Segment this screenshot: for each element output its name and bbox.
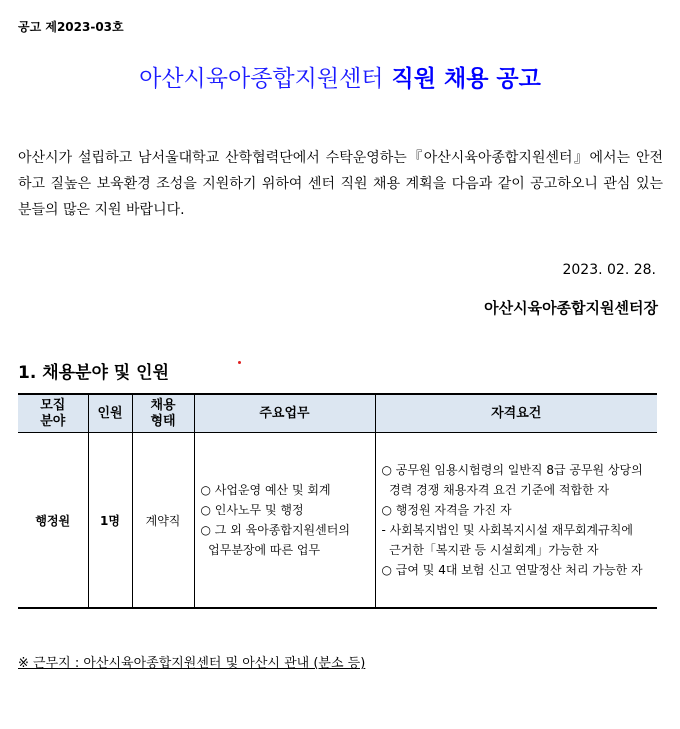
title-center-name: 아산시육아종합지원센터 — [139, 66, 384, 92]
header-type-line1: 채용 — [150, 397, 176, 413]
header-duties: 주요업무 — [194, 394, 375, 433]
duty-line: 업무분장에 따른 업무 — [200, 543, 321, 557]
page-title — [0, 60, 680, 93]
header-count: 인원 — [88, 394, 132, 433]
section-title: 1. 채용분야 및 인원 — [18, 363, 169, 383]
footer-note: ※ 근무지 : 아산시육아종합지원센터 및 아산시 관내 (분소 등) — [18, 656, 366, 671]
header-type-line2: 형태 — [150, 413, 176, 429]
duty-line: ○ 사업운영 예산 및 회계 — [200, 483, 331, 497]
red-dot-mark — [238, 361, 241, 364]
duty-line: ○ 인사노무 및 행정 — [200, 503, 304, 517]
qualification-line: ○ 공무원 임용시험령의 일반직 8급 공무원 상당의 — [381, 463, 643, 477]
notice-number: 공고 제2023-03호 — [18, 20, 124, 34]
notice-date: 2023. 02. 28. — [562, 262, 656, 278]
title-recruit-notice: 직원 채용 공고 — [391, 66, 541, 92]
cell-field: 행정원 — [18, 433, 88, 609]
intro-paragraph: 아산시가 설립하고 남서울대학교 산학협력단에서 수탁운영하는『아산시육아종합지원센터』에서는 안전하고 질높은 보육환경 조성을 지원하기 위하여 센터 직원 채용 계획을 다음과 같이 공고하오니 관심 있는 분들의 많은 지원 바랍니다. — [18, 150, 663, 218]
cell-qualifications — [375, 433, 657, 609]
qualification-line: 경력 경쟁 채용자격 요건 기준에 적합한 자 — [381, 483, 610, 497]
qualification-line: ○ 행정원 자격을 가진 자 — [381, 503, 512, 517]
qualification-line: ○ 급여 및 4대 보험 신고 연말정산 처리 가능한 자 — [381, 563, 643, 577]
qualification-line: - 사회복지법인 및 사회복지시설 재무회계규칙에 — [381, 523, 633, 537]
cell-type: 계약직 — [132, 433, 194, 609]
cell-duties — [194, 433, 375, 609]
recruit-table — [18, 393, 657, 609]
cell-count: 1명 — [88, 433, 132, 609]
table-row — [18, 433, 657, 609]
qualification-line: 근거한「복지관 등 시설회계」가능한 자 — [381, 543, 599, 557]
header-field — [18, 394, 88, 433]
header-field-line1: 모집 — [40, 397, 66, 413]
table-header-row — [18, 394, 657, 433]
signer: 아산시육아종합지원센터장 — [484, 299, 658, 317]
header-qualifications: 자격요건 — [375, 394, 657, 433]
header-type — [132, 394, 194, 433]
header-field-line2: 분야 — [40, 413, 66, 429]
duty-line: ○ 그 외 육아종합지원센터의 — [200, 523, 350, 537]
